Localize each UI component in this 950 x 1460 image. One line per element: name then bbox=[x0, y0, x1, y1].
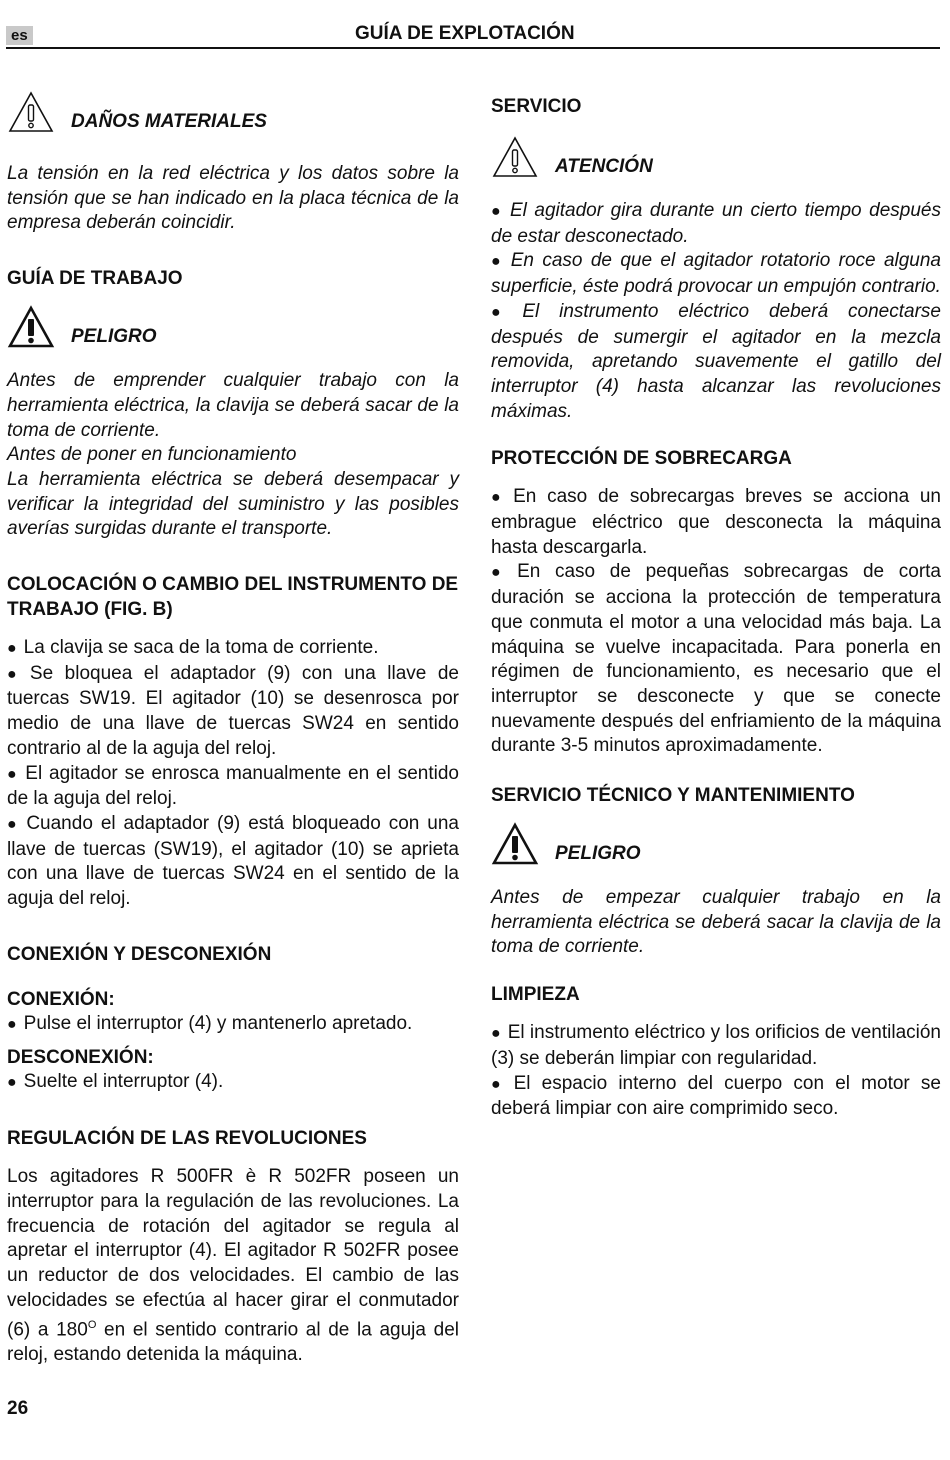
caution-outline-icon bbox=[7, 90, 55, 134]
attention-warning-label: ATENCIÓN bbox=[555, 156, 653, 177]
attention-warning bbox=[491, 135, 941, 175]
cleaning-list bbox=[491, 1021, 941, 1122]
disconnection-subheading: DESCONEXIÓN: bbox=[7, 1047, 154, 1069]
attention-list bbox=[491, 199, 941, 424]
damage-warning bbox=[7, 90, 459, 130]
service-heading: SERVICIO bbox=[491, 96, 582, 117]
damage-warning-text: La tensión en la red eléctrica y los datos sobre la tensión que se han indicado en la placa técnica de la empresa deberán coincidir. bbox=[7, 163, 459, 234]
maintenance-danger-label: PELIGRO bbox=[555, 843, 641, 865]
before-operation-text: La herramienta eléctrica se deberá desempacar y verificar la integridad del suministro y las posibles averías surgidas durante el transporte. bbox=[7, 468, 459, 540]
tool-change-list bbox=[7, 636, 459, 912]
list-item: ● El espacio interno del cuerpo con el motor se deberá limpiar con aire comprimido seco. bbox=[491, 1072, 941, 1122]
page-number: 26 bbox=[7, 1398, 29, 1419]
danger-warning-label: PELIGRO bbox=[71, 326, 157, 348]
list-item: ● Suelte el interruptor (4). bbox=[7, 1070, 459, 1096]
page-header bbox=[6, 20, 940, 49]
right-column bbox=[491, 94, 941, 1122]
speed-regulation-text: Los agitadores R 500FR è R 502FR poseen un interruptor para la regulación de las revoluciones. La frecuencia de rotación del agitador se regula al apretar el interruptor (4). El agitador R 502FR posee un reductor de dos velocidades. El cambio de las velocidades se efectúa al hacer girar el conmutador (6) a $180^O$ en el sentido contrario al de la aguja del reloj, estando detenida la máquina. bbox=[7, 1166, 459, 1366]
list-item: ● Pulse el interruptor (4) y mantenerlo apretado. bbox=[7, 1012, 459, 1038]
before-operation-line: Antes de poner en funcionamiento bbox=[7, 444, 297, 466]
speed-regulation-heading: REGULACIÓN DE LAS REVOLUCIONES bbox=[7, 1128, 367, 1150]
list-item: ● El agitador se enrosca manualmente en el sentido de la aguja del reloj. bbox=[7, 762, 459, 812]
maintenance-danger-text: Antes de empezar cualquier trabajo en la herramienta eléctrica se deberá sacar la clavija de la toma de corriente. bbox=[491, 887, 941, 958]
header-title: GUÍA DE EXPLOTACIÓN bbox=[355, 23, 575, 44]
list-item: ● El agitador gira durante un cierto tiempo después de estar desconectado. bbox=[491, 199, 941, 249]
maintenance-heading: SERVICIO TÉCNICO Y MANTENIMIENTO bbox=[491, 785, 855, 807]
list-item: ● Cuando el adaptador (9) está bloqueado con una llave de tuercas (SW19), el agitador (10) se aprieta con una llave de tuercas SW24 en el sentido de la aguja del reloj. bbox=[7, 812, 459, 912]
list-item: ● En caso de pequeñas sobrecargas de corta duración se acciona la protección de temperatura que conmuta el motor a una velocidad más baja. La máquina se vuelve incapacitada. Para ponerla en régimen de funcionamiento, es necesario que el interruptor se desconecte y que se conecte nuevamente después del enfriamiento de la máquina durante 3-5 minutos aproximadamente. bbox=[491, 560, 941, 759]
danger-icon bbox=[491, 822, 539, 866]
overload-heading: PROTECCIÓN DE SOBRECARGA bbox=[491, 448, 792, 470]
danger-warning-text: Antes de emprender cualquier trabajo con la herramienta eléctrica, la clavija se deberá sacar de la toma de corriente. bbox=[7, 370, 459, 441]
damage-warning-label: DAÑOS MATERIALES bbox=[71, 111, 267, 132]
maintenance-danger-warning bbox=[491, 822, 941, 865]
list-item: ● La clavija se saca de la toma de corriente. bbox=[7, 636, 459, 662]
overload-list bbox=[491, 485, 941, 759]
connection-subheading: CONEXIÓN: bbox=[7, 988, 115, 1010]
list-item: ● Se bloquea el adaptador (9) con una llave de tuercas SW19. El agitador (10) se desenrosca por medio de una llave de tuercas SW24 en sentido contrario al de la aguja del reloj. bbox=[7, 662, 459, 762]
language-tag: es bbox=[6, 26, 33, 45]
danger-warning bbox=[7, 305, 459, 348]
list-item: ● El instrumento eléctrico y los orificios de ventilación (3) se deberán limpiar con regularidad. bbox=[491, 1021, 941, 1071]
left-column bbox=[7, 90, 459, 1368]
cleaning-heading: LIMPIEZA bbox=[491, 984, 580, 1006]
list-item: ● En caso de que el agitador rotatorio roce alguna superficie, éste podrá provocar un empujón contrario. bbox=[491, 249, 941, 299]
list-item: ● El instrumento eléctrico deberá conectarse después de sumergir el agitador en la mezcla removida, apretando suavemente el gatillo del interruptor (4) hasta alcanzar las revoluciones máximas. bbox=[491, 300, 941, 425]
connection-heading: CONEXIÓN Y DESCONEXIÓN bbox=[7, 943, 272, 965]
danger-icon bbox=[7, 305, 55, 349]
work-guide-heading: GUÍA DE TRABAJO bbox=[7, 268, 183, 290]
list-item: ● En caso de sobrecargas breves se acciona un embrague eléctrico que desconecta la máquina hasta descargarla. bbox=[491, 485, 941, 560]
caution-outline-icon bbox=[491, 135, 539, 179]
tool-change-heading: COLOCACIÓN O CAMBIO DEL INSTRUMENTO DE TRABAJO (FIG. B) bbox=[7, 574, 459, 621]
